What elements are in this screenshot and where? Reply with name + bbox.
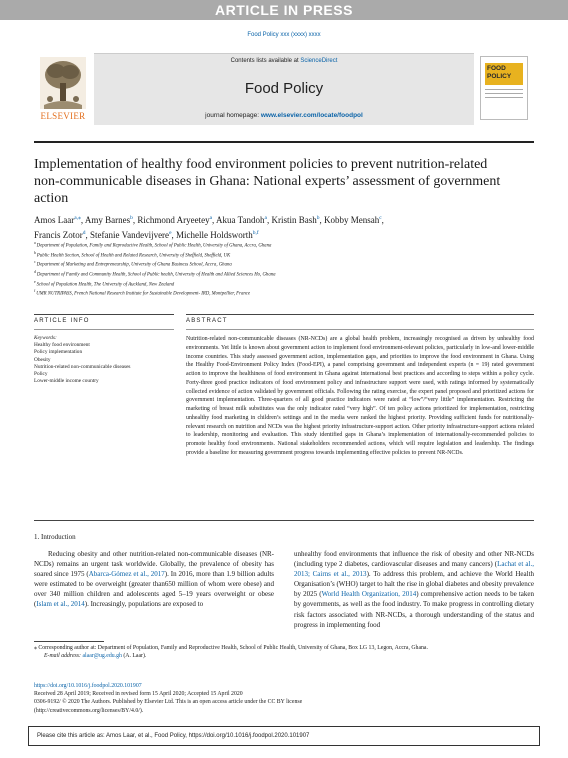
- author-affiliation-marker[interactable]: b: [130, 215, 133, 221]
- sciencedirect-link[interactable]: ScienceDirect: [300, 58, 338, 64]
- journal-cover-thumbnail[interactable]: [480, 56, 528, 120]
- elsevier-tree-icon: [40, 57, 86, 109]
- footnote: [34, 644, 534, 660]
- author-name[interactable]: Amy Barnes: [84, 215, 131, 225]
- author-name[interactable]: Kobby Mensah: [323, 215, 380, 225]
- author-name[interactable]: Akua Tandoh: [216, 215, 265, 225]
- affiliation-list: [34, 240, 534, 298]
- intro-left-column: [34, 549, 274, 610]
- author-name[interactable]: Stefanie Vandevijvere: [90, 230, 170, 240]
- citation-link[interactable]: Abarca-Gómez et al., 2017: [88, 570, 165, 579]
- contents-prefix: Contents lists available at: [230, 58, 301, 64]
- author-affiliation-marker[interactable]: e: [169, 230, 172, 236]
- doi-link[interactable]: https://doi.org/10.1016/j.foodpol.2020.101907: [34, 683, 142, 689]
- intro-text: ) comprehensive action needs to be taken by governments, as well as the food industry. To make progress in controlling dietary risk factors associated with NR-NCDs, a thorough understanding of the status and progress in implementing food: [294, 590, 534, 629]
- email-link[interactable]: alaar@ug.edu.gh: [82, 653, 122, 659]
- author-affiliation-marker[interactable]: b: [316, 215, 320, 221]
- intro-text: ). To address this problem, and achieve the World Health Organisation’s (WHO) target to halt the rise in global diabetes and obesity prevalence by 2025 (: [294, 570, 535, 599]
- affiliation-marker: f: [34, 289, 37, 294]
- section-heading-introduction: 1. Introduction: [34, 533, 76, 541]
- journal-header: [94, 53, 474, 125]
- affiliation-item: [34, 250, 534, 260]
- affiliation-item: [34, 279, 534, 289]
- license-url[interactable]: (http://creativecommons.org/licenses/BY/4.0/).: [34, 707, 144, 714]
- author-separator: ,: [80, 215, 85, 225]
- abstract-rule: [186, 314, 534, 315]
- author-name[interactable]: Michelle Holdsworth: [176, 230, 253, 240]
- affiliation-text: UMR NUTRIPASS, French National Research Institute for Sustainable Development- IRD, Montpellier, France: [36, 292, 250, 298]
- intro-text: ). Increasingly, populations are exposed to: [84, 600, 204, 609]
- cover-line: [485, 89, 523, 90]
- elsevier-logo[interactable]: [34, 53, 92, 125]
- abstract-bottom-rule: [34, 520, 534, 521]
- email-suffix: (A. Laar).: [121, 653, 147, 659]
- keyword-item: Obesity: [34, 356, 51, 363]
- homepage-prefix: journal homepage:: [205, 112, 261, 119]
- intro-text: unhealthy food environments that influence the risk of obesity and other NR-NCDs (including type 2 diabetes, cardiovascular diseases and many cancers) (: [294, 550, 534, 569]
- author-separator: ,: [266, 215, 272, 225]
- journal-reference[interactable]: Food Policy xxx (xxxx) xxxx: [247, 32, 321, 38]
- journal-name: Food Policy: [244, 80, 324, 97]
- author-affiliation-marker[interactable]: d: [82, 230, 86, 236]
- author-affiliation-marker[interactable]: a,⁎: [74, 215, 81, 221]
- affiliation-marker: b: [34, 250, 37, 255]
- citation-link[interactable]: Islam et al., 2014: [36, 600, 85, 609]
- affiliation-item: [34, 269, 534, 279]
- keyword-item: Policy implementation: [34, 349, 83, 356]
- keyword-item: Healthy food environment: [34, 342, 90, 349]
- article-info-rule: [34, 314, 174, 315]
- keywords-list: [34, 342, 174, 385]
- article-info-heading: ARTICLE INFO: [34, 318, 90, 324]
- author-name[interactable]: Amos Laar: [34, 215, 75, 225]
- affiliation-text: School of Population Health, The University of Auckland, New Zealand: [36, 282, 175, 288]
- author-affiliation-marker[interactable]: b,f: [252, 230, 259, 236]
- keywords-label: Keywords:: [34, 335, 57, 341]
- author-separator: ,: [319, 215, 324, 225]
- article-title: Implementation of healthy food environment policies to prevent nutrition-related non-communicable diseases in Ghana: National experts’ assessment of government action: [34, 157, 501, 206]
- author-separator: ,: [212, 215, 217, 225]
- contents-line: [94, 58, 474, 64]
- author-affiliation-marker[interactable]: a: [209, 215, 213, 221]
- article-info-subrule: [34, 329, 174, 330]
- article-in-press-banner: ARTICLE IN PRESS: [0, 0, 568, 20]
- keywords-block: [34, 335, 174, 385]
- cover-title-2: POLICY: [487, 72, 512, 80]
- affiliation-marker: e: [34, 279, 37, 284]
- author-name[interactable]: Francis Zotor: [34, 230, 83, 240]
- cite-this-article-box: Please cite this article as: Amos Laar, et al., Food Policy, https://doi.org/10.1016/j.foodpol.2020.101907: [28, 726, 540, 746]
- homepage-link[interactable]: www.elsevier.com/locate/foodpol: [260, 112, 363, 119]
- corresponding-author-note: ⁎ Corresponding author at: Department of Population, Family and Reproductive Health, School of Public Health, University of Ghana, Box LG 13, Legon, Accra, Ghana.: [34, 645, 428, 651]
- author-affiliation-marker[interactable]: c: [379, 215, 382, 221]
- publication-info: [34, 682, 534, 715]
- author-name[interactable]: Kristin Bash: [271, 215, 317, 225]
- affiliation-marker: d: [34, 270, 37, 275]
- cover-title-1: FOOD: [487, 65, 506, 72]
- journal-homepage: [94, 112, 474, 119]
- author-line-1: Amos Laar$^{a,⁎}$, Amy Barnes$^b$, Richmond Aryeetey$^a$, Akua Tandoh$^a$, Kristin Bash$^b$, Kobby Mensah$^c$,: [34, 215, 384, 225]
- affiliation-text: Public Health Section, School of Health and Related Research, University of Sheffield, Sheffield, UK: [36, 253, 231, 259]
- author-affiliation-marker[interactable]: a: [264, 215, 267, 221]
- intro-text: ). In 2016, more than 1.9 billion adults were estimated to be overweight (greater than650 million of whom were obese) and over 340 million children and adolescents aged 5–19 years overweight or obese (: [34, 570, 274, 609]
- author-name[interactable]: Richmond Aryeetey: [137, 215, 210, 225]
- author-separator: ,: [132, 215, 138, 225]
- citation-link[interactable]: Lachat et al., 2013; Cairns et al., 2013: [294, 560, 534, 579]
- affiliation-text: Department of Marketing and Entrepreneurship, University of Ghana Business School, Accra, Ghana: [36, 262, 232, 268]
- cover-title: [487, 65, 511, 80]
- affiliation-text: Department of Population, Family and Reproductive Health, School of Public Health, University of Ghana, Accra, Ghana: [36, 243, 272, 249]
- intro-right-column: [294, 549, 534, 630]
- cover-line: [485, 97, 523, 98]
- email-label: E-mail address:: [44, 653, 83, 659]
- affiliation-item: [34, 288, 534, 298]
- footnote-rule: [34, 641, 104, 642]
- dates-line: Received 28 April 2019; Received in revised form 15 April 2020; Accepted 15 April 2020: [34, 691, 243, 698]
- abstract-heading: ABSTRACT: [186, 318, 228, 324]
- affiliation-text: Department of Family and Community Health, School of Public health, University of Health and Allied Sciences Ho, Ghana: [36, 272, 276, 278]
- citation-link[interactable]: World Health Organization, 2014: [321, 590, 417, 599]
- keyword-item: Policy: [34, 371, 48, 378]
- license-line: 0306-9192/ © 2020 The Authors. Published by Elsevier Ltd. This is an open access article under the CC BY license: [34, 699, 303, 706]
- author-separator: ,: [171, 230, 177, 240]
- abstract-subrule: [186, 329, 534, 330]
- author-separator: ,: [85, 230, 90, 240]
- abstract-text: Nutrition-related non-communicable diseases (NR-NCDs) are a global health problem, increasingly recognised as driven by unhealthy food environments. Yet little is known about government action to implement food environment-relevant policies, particularly in low-and lower-middle income countries. This study assessed government action, implementation gaps, and priorities to improve the food environment in Ghana. Using the Healthy Food-Environment Policy Index (Food-EPI), a panel comprising government and independent experts (n = 19) rated government action to improve the healthiness of food environment in Ghana against international best practices and according to steps within a policy cycle. Forty-three good practice indicators of food environment policy and infrastructure support were used, with ratings informed by systematically collected evidence of action validated by government officials. Following the rating exercise, the expert panel proposed and prioritized actions for government implementation. Three-quarters of all good practice indicators were rated at “low”/“very little” implementation. Restricting the marketing of breast milk substitutes was the only indicator rated “very high”. Of ten policy actions prioritized for implementation, restricting unhealthy food marketing in children’s settings and in the media were ranked the highest priority. Providing sufficient funds for nutritionally-relevant research on nutrition and NCDs was the highest priority infrastructure-support action. Other priority infrastructure-support actions related to leadership, monitoring and evaluation. This study identified gaps in Ghana’s implementation of internationally-recommended policies to promote healthy food environments. National stakeholders recommended actions, which will require legislation and leadership. The findings provide a baseline for measuring government progress towards implementing effective policies to prevent NR-NCDs.: [186, 336, 534, 456]
- affiliation-marker: a: [34, 241, 37, 245]
- affiliation-item: [34, 259, 534, 269]
- keyword-item: Lower-middle income country: [34, 378, 99, 385]
- publisher-name: ELSEVIER: [40, 111, 86, 121]
- author-list: [34, 212, 534, 242]
- affiliation-marker: c: [34, 260, 37, 265]
- keyword-item: Nutrition-related non-communicable diseases: [34, 363, 131, 370]
- affiliation-item: [34, 240, 534, 250]
- header-rule: [34, 141, 534, 143]
- intro-text: Reducing obesity and other nutrition-related non-communicable diseases (NR-NCDs) remains an urgent task worldwide. Globally, the prevalence of obesity has soared since 1975 (: [34, 550, 274, 579]
- cover-line: [485, 93, 523, 94]
